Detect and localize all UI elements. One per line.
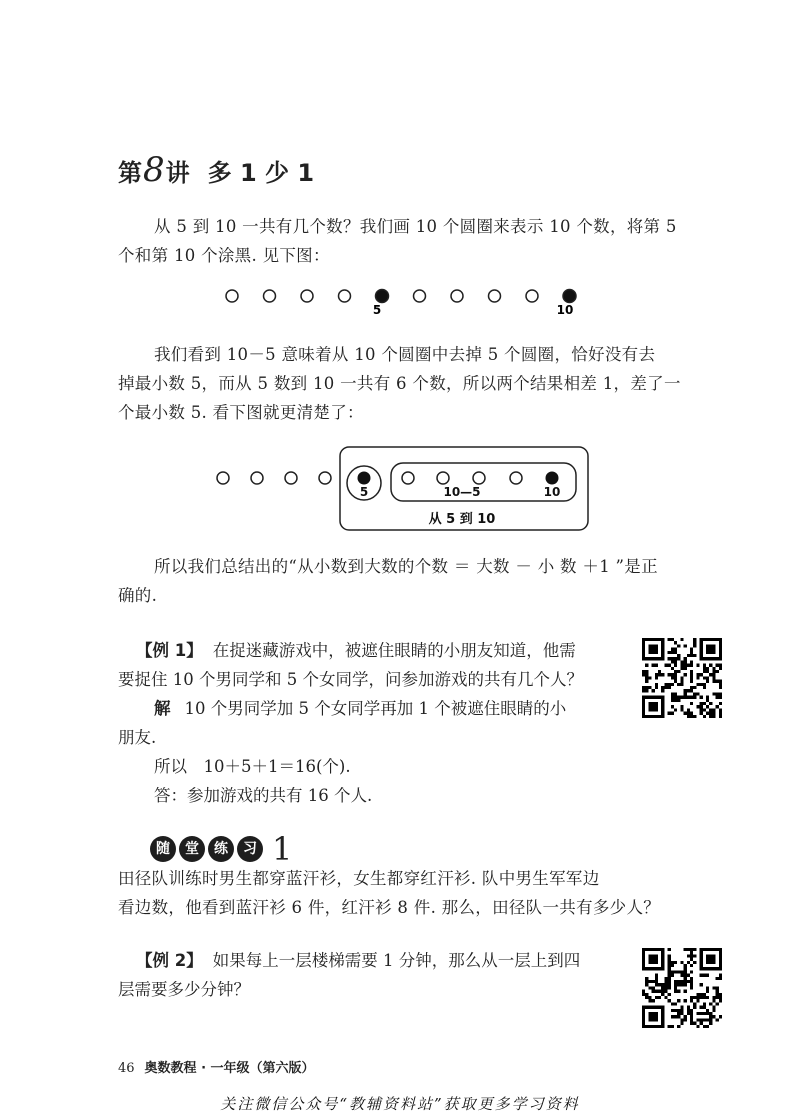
example2-line-2: 层需要多少分钟？: [118, 980, 250, 999]
practice-heading: [150, 830, 293, 868]
explanation-line-1: 我们看到 10－5 意味着从 10 个圆圈中去掉 5 个圆圈，恰好没有去: [154, 345, 656, 364]
figure-grouped-circles: [205, 445, 605, 535]
circle-9: [526, 290, 538, 302]
circle-2: [251, 472, 263, 484]
circle-9: [510, 472, 522, 484]
example-2: [118, 946, 628, 1004]
intro-paragraph: [118, 212, 698, 270]
conclusion-paragraph: [118, 552, 698, 610]
circle-8: [473, 472, 485, 484]
practice-number: 1: [272, 830, 293, 868]
qr-code-example-2[interactable]: [642, 948, 722, 1028]
book-title: 奥数教程 · 一年级（第六版）: [144, 1061, 315, 1076]
intro-line-2: 个和第 10 个涂黑. 见下图：: [118, 246, 330, 265]
figure2-label-range: 从 5 到 10: [428, 512, 496, 527]
explanation-line-2: 掉最小数 5，而从 5 数到 10 一共有 6 个数，所以两个结果相差 1，差了一: [118, 374, 681, 393]
qr-code-example-1[interactable]: [642, 638, 722, 718]
example2-line-1: 如果每上一层楼梯需要 1 分钟，那么从一层上到四: [212, 951, 581, 970]
practice-char-1: 随: [150, 836, 176, 862]
circle-4: [339, 290, 351, 302]
circle-3: [301, 290, 313, 302]
circle-1: [217, 472, 229, 484]
filled-circle-10: [546, 472, 559, 485]
filled-circle-10: [563, 290, 576, 303]
figure2-label-5: 5: [359, 485, 369, 499]
conclusion-line-1: 所以我们总结出的“从小数到大数的个数 ＝ 大数 － 小 数 ＋1 ”是正: [154, 557, 658, 576]
circle-7: [437, 472, 449, 484]
practice-char-4: 习: [237, 836, 263, 862]
figure-ten-circles: [220, 282, 590, 322]
example1-calc: 所以 10＋5＋1＝16(个).: [154, 757, 351, 776]
wechat-notice: 关注微信公众号“教辅资料站”获取更多学习资料: [220, 1095, 580, 1113]
example-1: [118, 636, 628, 810]
lesson-title: [118, 150, 314, 190]
circle-4: [319, 472, 331, 484]
page-number: 46: [118, 1061, 135, 1076]
example1-answer: 答：参加游戏的共有 16 个人.: [154, 786, 373, 805]
explanation-line-3: 个最小数 5. 看下图就更清楚了：: [118, 403, 364, 422]
page-footer: [118, 1057, 315, 1076]
figure1-label-5: 5: [372, 303, 382, 317]
practice-paragraph: [118, 864, 718, 922]
circle-6: [414, 290, 426, 302]
example1-solution-line-2: 朋友.: [118, 728, 157, 747]
explanation-paragraph: [118, 340, 698, 427]
circle-3: [285, 472, 297, 484]
filled-circle-5: [358, 472, 371, 485]
example1-solution-line-1: 10 个男同学加 5 个女同学再加 1 个被遮住眼睛的小: [184, 699, 567, 718]
practice-line-1: 田径队训练时男生都穿蓝汗衫，女生都穿红汗衫. 队中男生军军边: [118, 869, 600, 888]
title-suffix: 讲: [165, 159, 190, 187]
circle-2: [264, 290, 276, 302]
circle-1: [226, 290, 238, 302]
practice-line-2: 看边数，他看到蓝汗衫 6 件，红汗衫 8 件. 那么，田径队一共有多少人？: [118, 898, 661, 917]
title-number: 8: [143, 150, 165, 190]
example2-label: 【例 2】: [136, 951, 203, 970]
example1-solution-label: 解: [154, 699, 171, 718]
practice-char-2: 堂: [179, 836, 205, 862]
conclusion-line-2: 确的.: [118, 586, 158, 605]
filled-circle-5: [376, 290, 389, 303]
intro-line-1: 从 5 到 10 一共有几个数？我们画 10 个圆圈来表示 10 个数，将第 5: [154, 217, 677, 236]
practice-char-3: 练: [208, 836, 234, 862]
title-prefix: 第: [118, 159, 142, 187]
example1-line-2: 要捉住 10 个男同学和 5 个女同学，问参加游戏的共有几个人？: [118, 670, 583, 689]
circle-7: [451, 290, 463, 302]
example1-label: 【例 1】: [136, 641, 203, 660]
figure2-label-10: 10: [543, 485, 561, 499]
circle-6: [402, 472, 414, 484]
figure2-label-10-minus-5: 10—5: [443, 485, 481, 499]
circle-8: [489, 290, 501, 302]
title-subject: 多 1 少 1: [207, 159, 315, 187]
example1-line-1: 在捉迷藏游戏中，被遮住眼睛的小朋友知道，他需: [212, 641, 576, 660]
figure1-label-10: 10: [556, 303, 574, 317]
